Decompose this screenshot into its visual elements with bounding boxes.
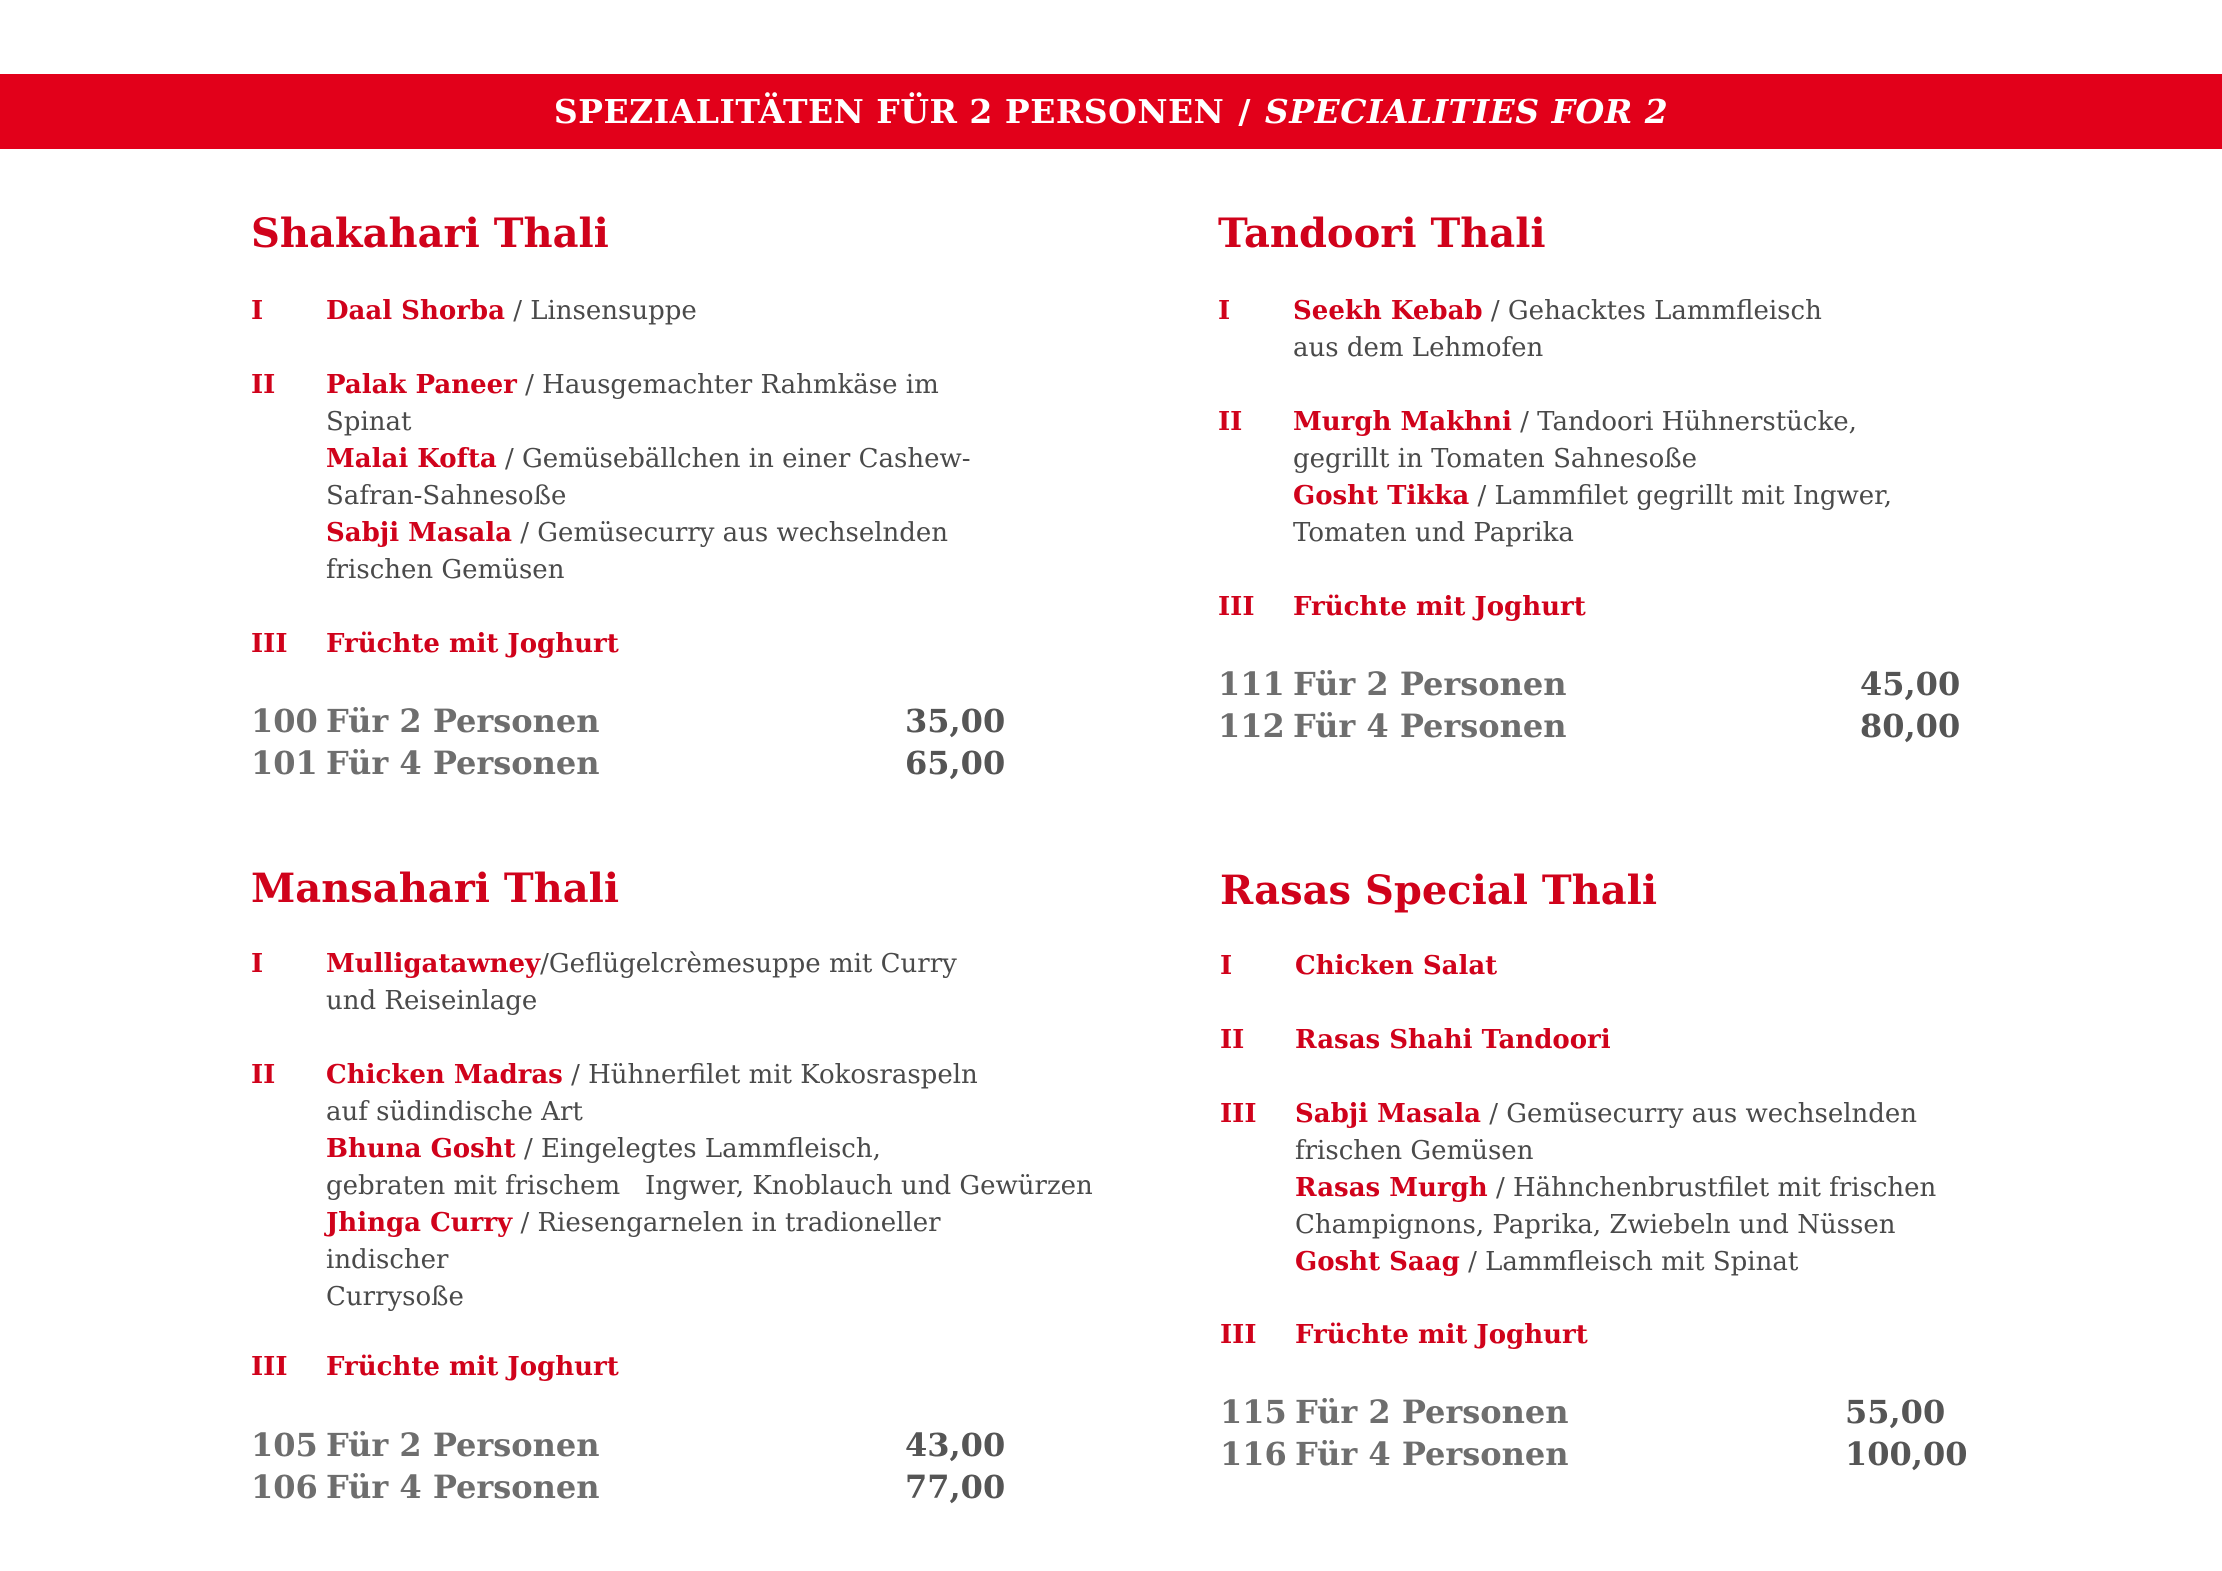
dish xyxy=(1293,404,1978,441)
dish-description: Gemüsebällchen in einer Cashew- xyxy=(522,444,971,474)
dish-name: Rasas Murgh xyxy=(1295,1173,1488,1203)
dish xyxy=(1295,1096,2010,1133)
dish-description: Lammfleisch mit Spinat xyxy=(1485,1247,1799,1277)
dish-description: Geflügelcrèmesuppe mit Curry xyxy=(548,949,957,979)
dish-name: Bhuna Gosht xyxy=(326,1134,516,1164)
dish-description-cont: frischen Gemüsen xyxy=(326,555,565,585)
price-list xyxy=(1218,663,1978,747)
course-3 xyxy=(1220,1096,2010,1281)
course-3 xyxy=(251,1349,1051,1386)
dish xyxy=(1295,1244,2010,1281)
slash: / xyxy=(1490,296,1500,326)
portion-label: Für 4 Personen xyxy=(326,744,600,782)
dish xyxy=(326,1057,1051,1094)
course-number: I xyxy=(251,949,264,979)
price-row xyxy=(251,1466,1051,1508)
dish-description: Eingelegtes Lammfleisch, xyxy=(540,1134,881,1164)
item-code: 105 xyxy=(251,1426,318,1464)
dish-name: Seekh Kebab xyxy=(1293,296,1483,326)
price: 43,00 xyxy=(905,1426,1006,1464)
slash: / xyxy=(1477,481,1487,511)
section-banner xyxy=(0,74,2222,149)
dish-description-cont: Tomaten und Paprika xyxy=(1293,518,1574,548)
course-2 xyxy=(251,367,1001,589)
price: 55,00 xyxy=(1845,1393,1946,1431)
dish-name: Daal Shorba xyxy=(326,296,505,326)
course-4 xyxy=(1220,1317,2010,1354)
course-number: III xyxy=(1218,592,1255,622)
price: 35,00 xyxy=(905,702,1006,740)
dish xyxy=(326,515,1001,552)
slash: / xyxy=(1468,1247,1477,1277)
slash: / xyxy=(523,1134,533,1164)
course-1 xyxy=(1220,948,2010,985)
course-number: I xyxy=(1218,296,1231,326)
dish-name: Jhinga Curry xyxy=(326,1208,513,1238)
price: 45,00 xyxy=(1860,665,1961,703)
dish-name: Früchte mit Joghurt xyxy=(1295,1320,1588,1350)
dish-description-cont: Currysoße xyxy=(326,1282,464,1312)
block-title: Rasas Special Thali xyxy=(1220,867,1658,914)
price-row xyxy=(1218,663,1978,705)
item-code: 115 xyxy=(1220,1393,1287,1431)
dish-name: Früchte mit Joghurt xyxy=(326,629,619,659)
portion-label: Für 4 Personen xyxy=(326,1468,600,1506)
portion-label: Für 4 Personen xyxy=(1293,707,1567,745)
slash: / xyxy=(1520,407,1529,437)
dish xyxy=(326,626,1001,663)
dish-description: Gemüsecurry aus wechselnden xyxy=(1506,1099,1918,1129)
dish-description-cont: aus dem Lehmofen xyxy=(1293,333,1544,363)
dish-description-cont: Champignons, Paprika, Zwiebeln und Nüssen xyxy=(1295,1210,1896,1240)
course-1 xyxy=(1218,293,1978,367)
slash: / xyxy=(540,949,549,979)
menu-block-mansahari xyxy=(251,865,1093,1508)
course-number: III xyxy=(251,1352,288,1382)
course-1 xyxy=(251,946,1051,1020)
item-code: 100 xyxy=(251,702,318,740)
dish-description-cont: frischen Gemüsen xyxy=(1295,1136,1534,1166)
price-row xyxy=(251,742,1006,784)
item-code: 111 xyxy=(1218,665,1285,703)
dish xyxy=(326,946,1051,983)
dish-name: Früchte mit Joghurt xyxy=(326,1352,619,1382)
course-1 xyxy=(251,293,1001,330)
dish xyxy=(1293,293,1978,330)
dish-name: Gosht Saag xyxy=(1295,1247,1460,1277)
price-row xyxy=(251,700,1006,742)
course-2 xyxy=(251,1057,1093,1316)
portion-label: Für 2 Personen xyxy=(1293,665,1567,703)
dish-name: Palak Paneer xyxy=(326,370,517,400)
course-number: II xyxy=(1218,407,1243,437)
slash: / xyxy=(1495,1173,1505,1203)
dish-description: Riesengarnelen in tradioneller indischer xyxy=(326,1208,941,1275)
portion-label: Für 2 Personen xyxy=(326,1426,600,1464)
course-number: I xyxy=(251,296,264,326)
course-number: II xyxy=(251,370,276,400)
dish xyxy=(326,441,1001,478)
course-number: I xyxy=(1220,951,1233,981)
dish-name: Murgh Makhni xyxy=(1293,407,1512,437)
course-2 xyxy=(1220,1022,2010,1059)
dish-description: Lammfilet gegrillt mit Ingwer, xyxy=(1494,481,1892,511)
dish xyxy=(326,1349,1051,1386)
slash: / xyxy=(1489,1099,1499,1129)
dish-description: Tandoori Hühnerstücke, xyxy=(1537,407,1857,437)
menu-block-rasas xyxy=(1220,867,2010,1475)
slash: / xyxy=(525,370,534,400)
block-title: Tandoori Thali xyxy=(1218,210,1546,257)
price: 65,00 xyxy=(905,744,1006,782)
price: 80,00 xyxy=(1860,707,1961,745)
dish-name: Sabji Masala xyxy=(1295,1099,1481,1129)
price-row xyxy=(251,1424,1051,1466)
item-code: 106 xyxy=(251,1468,318,1506)
portion-label: Für 2 Personen xyxy=(1295,1393,1569,1431)
price-row xyxy=(1220,1433,2010,1475)
slash: / xyxy=(504,444,514,474)
dish-name: Chicken Madras xyxy=(326,1060,563,1090)
dish xyxy=(1293,589,1978,626)
dish-description: Gehacktes Lammfleisch xyxy=(1507,296,1822,326)
dish-name: Mulligatawney xyxy=(326,949,541,979)
course-number: III xyxy=(1220,1320,1257,1350)
price-list xyxy=(1220,1391,2010,1475)
dish xyxy=(1295,1317,2010,1354)
course-3 xyxy=(251,626,1001,663)
dish-name: Chicken Salat xyxy=(1295,951,1498,981)
dish-name: Malai Kofta xyxy=(326,444,497,474)
portion-label: Für 2 Personen xyxy=(326,702,600,740)
price-row xyxy=(1220,1391,2010,1433)
dish xyxy=(1295,1022,2010,1059)
block-title: Mansahari Thali xyxy=(251,865,620,912)
dish-description: Hähnchenbrustfilet mit frischen xyxy=(1513,1173,1937,1203)
dish-description: Hausgemachter Rahmkäse im Spinat xyxy=(326,370,939,437)
dish xyxy=(326,367,1001,441)
dish-name: Früchte mit Joghurt xyxy=(1293,592,1586,622)
item-code: 112 xyxy=(1218,707,1285,745)
block-title: Shakahari Thali xyxy=(251,210,609,257)
price-list xyxy=(251,700,1006,784)
dish xyxy=(1295,1170,2010,1207)
slash: / xyxy=(520,518,530,548)
dish xyxy=(326,293,1001,330)
dish-description: Gemüsecurry aus wechselnden xyxy=(537,518,949,548)
dish-name: Rasas Shahi Tandoori xyxy=(1295,1025,1611,1055)
dish-description-cont: auf südindische Art xyxy=(326,1097,583,1127)
dish-name: Gosht Tikka xyxy=(1293,481,1470,511)
course-number: III xyxy=(251,629,288,659)
price: 77,00 xyxy=(905,1468,1006,1506)
item-code: 101 xyxy=(251,744,318,782)
dish xyxy=(326,1131,1051,1168)
course-number: III xyxy=(1220,1099,1257,1129)
menu-block-tandoori xyxy=(1218,210,1978,747)
menu-block-shakahari xyxy=(251,210,1006,784)
course-number: II xyxy=(251,1060,276,1090)
slash: / xyxy=(513,296,522,326)
dish xyxy=(1295,948,2010,985)
price: 100,00 xyxy=(1845,1435,1968,1473)
dish-description-cont: und Reiseinlage xyxy=(326,986,538,1016)
slash: / xyxy=(520,1208,530,1238)
dish-description-cont: gebraten mit frischem Ingwer, Knoblauch und Gewürzen xyxy=(326,1171,1093,1201)
slash: / xyxy=(571,1060,580,1090)
dish-name: Sabji Masala xyxy=(326,518,512,548)
course-2 xyxy=(1218,404,1978,552)
dish-description: Linsensuppe xyxy=(530,296,697,326)
dish-description-cont: gegrillt in Tomaten Sahnesoße xyxy=(1293,444,1698,474)
course-3 xyxy=(1218,589,1978,626)
dish xyxy=(1293,478,1978,515)
banner-title-en: SPECIALITIES FOR 2 xyxy=(1264,92,1669,131)
portion-label: Für 4 Personen xyxy=(1295,1435,1569,1473)
dish xyxy=(326,1205,1051,1279)
price-list xyxy=(251,1424,1051,1508)
banner-separator: / xyxy=(1238,92,1251,131)
course-number: II xyxy=(1220,1025,1245,1055)
dish-description: Hühnerfilet mit Kokosraspeln xyxy=(588,1060,978,1090)
price-row xyxy=(1218,705,1978,747)
banner-title-de: SPEZIALITÄTEN FÜR 2 PERSONEN xyxy=(553,92,1225,131)
item-code: 116 xyxy=(1220,1435,1287,1473)
dish-description-cont: Safran-Sahnesoße xyxy=(326,481,567,511)
